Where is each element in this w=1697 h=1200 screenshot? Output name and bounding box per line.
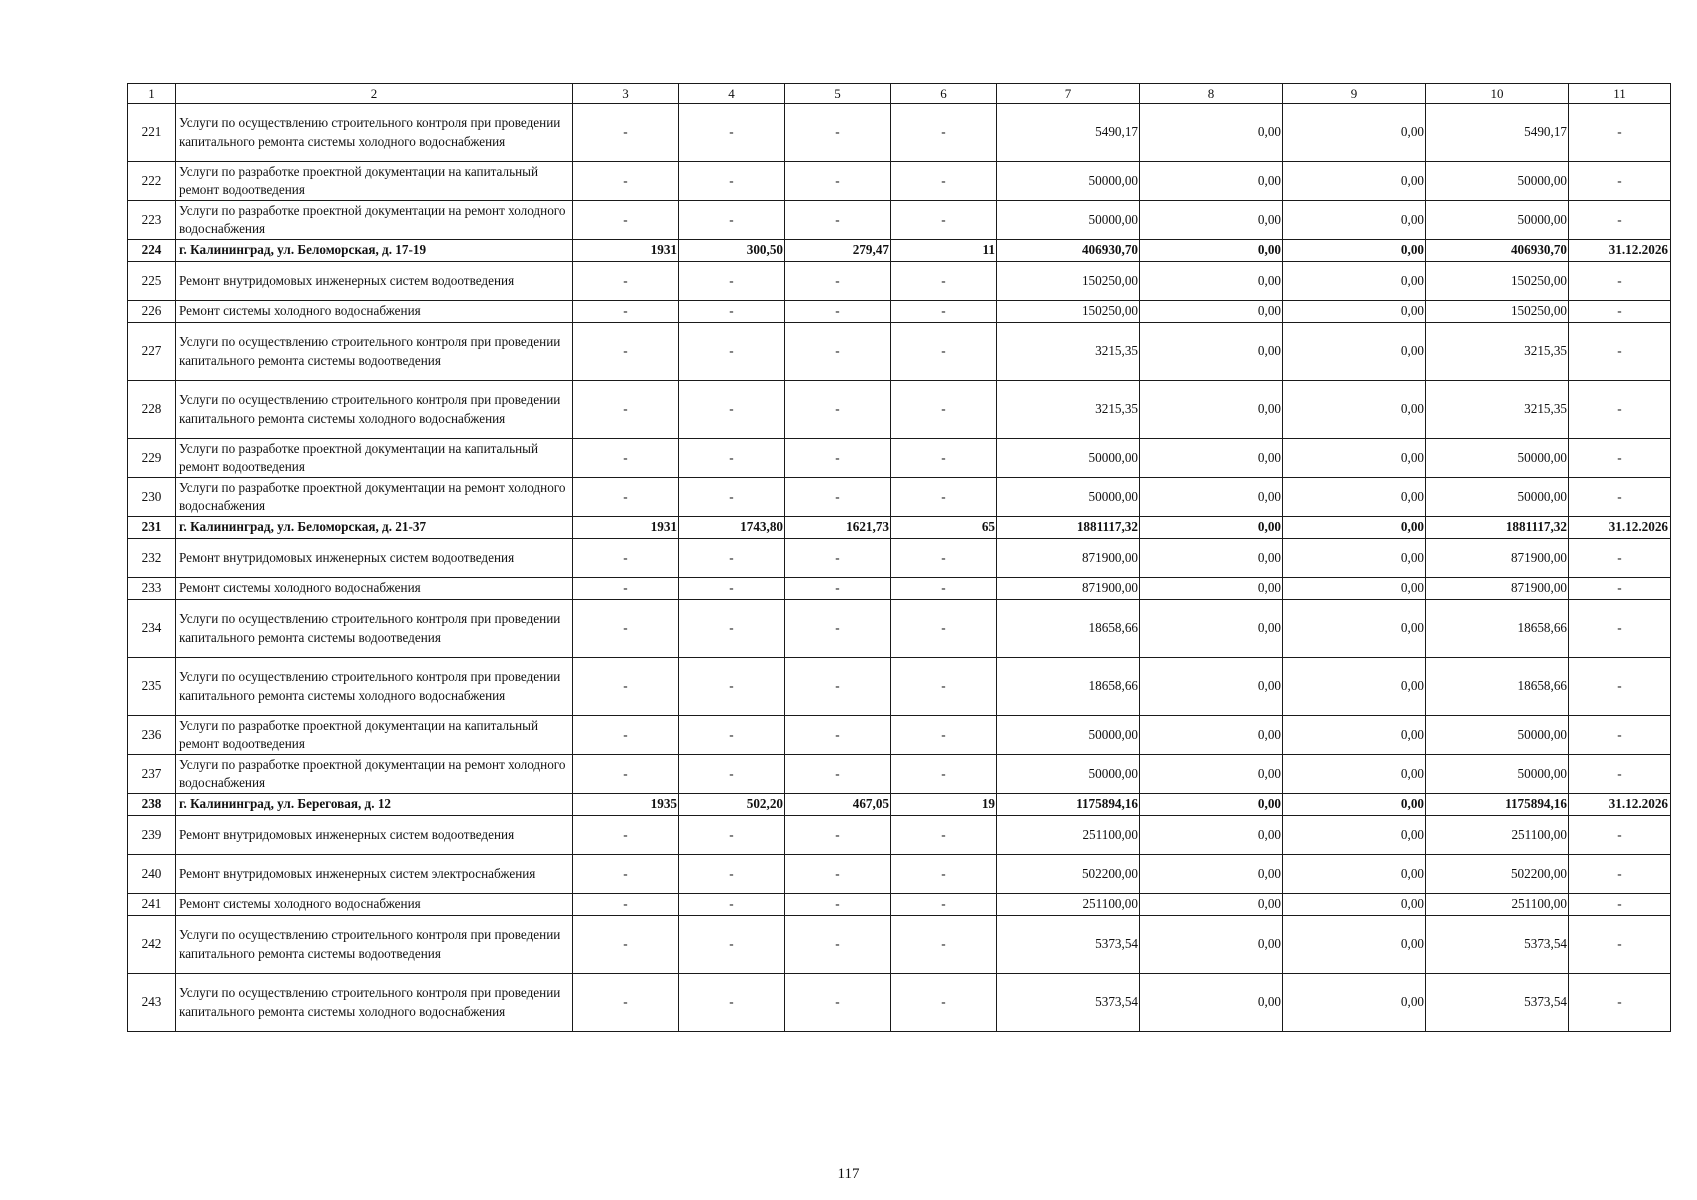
deadline-cell: -: [1569, 162, 1671, 201]
row-number-cell: 224: [128, 240, 176, 262]
owner-funds-cell: 406930,70: [1426, 240, 1569, 262]
deadline-cell: 31.12.2026: [1569, 240, 1671, 262]
federal-funds-cell: 0,00: [1140, 439, 1283, 478]
federal-funds-cell: 0,00: [1140, 301, 1283, 323]
federal-funds-cell: 0,00: [1140, 323, 1283, 381]
federal-funds-cell: 0,00: [1140, 240, 1283, 262]
year-cell: -: [573, 894, 679, 916]
total-cost-cell: 50000,00: [997, 201, 1140, 240]
living-area-cell: -: [785, 104, 891, 162]
total-area-cell: -: [679, 578, 785, 600]
total-cost-cell: 18658,66: [997, 658, 1140, 716]
residents-cell: -: [891, 816, 997, 855]
regional-funds-cell: 0,00: [1283, 539, 1426, 578]
owner-funds-cell: 5373,54: [1426, 974, 1569, 1032]
total-cost-cell: 5490,17: [997, 104, 1140, 162]
table-body: [128, 84, 1671, 1032]
regional-funds-cell: 0,00: [1283, 755, 1426, 794]
owner-funds-cell: 50000,00: [1426, 755, 1569, 794]
table-row: [128, 478, 1671, 517]
row-number-cell: 240: [128, 855, 176, 894]
deadline-cell: -: [1569, 816, 1671, 855]
federal-funds-cell: 0,00: [1140, 755, 1283, 794]
table-row: [128, 816, 1671, 855]
living-area-cell: -: [785, 600, 891, 658]
row-number-cell: 231: [128, 517, 176, 539]
header-cell: 8: [1140, 84, 1283, 104]
description-cell: Услуги по осуществлению строительного контроля при проведении капитального ремонта системы водоотведения: [176, 600, 573, 658]
year-cell: 1931: [573, 240, 679, 262]
living-area-cell: -: [785, 974, 891, 1032]
residents-cell: 19: [891, 794, 997, 816]
regional-funds-cell: 0,00: [1283, 578, 1426, 600]
residents-cell: 11: [891, 240, 997, 262]
total-area-cell: -: [679, 104, 785, 162]
federal-funds-cell: 0,00: [1140, 600, 1283, 658]
total-cost-cell: 18658,66: [997, 600, 1140, 658]
total-area-cell: -: [679, 600, 785, 658]
deadline-cell: -: [1569, 916, 1671, 974]
residents-cell: -: [891, 539, 997, 578]
description-cell: Услуги по разработке проектной документации на капитальный ремонт водоотведения: [176, 162, 573, 201]
owner-funds-cell: 50000,00: [1426, 478, 1569, 517]
regional-funds-cell: 0,00: [1283, 301, 1426, 323]
residents-cell: -: [891, 855, 997, 894]
living-area-cell: -: [785, 578, 891, 600]
description-cell: Услуги по осуществлению строительного контроля при проведении капитального ремонта системы водоотведения: [176, 916, 573, 974]
total-cost-cell: 150250,00: [997, 262, 1140, 301]
row-number-cell: 229: [128, 439, 176, 478]
deadline-cell: -: [1569, 262, 1671, 301]
deadline-cell: -: [1569, 439, 1671, 478]
year-cell: 1935: [573, 794, 679, 816]
header-cell: 1: [128, 84, 176, 104]
residents-cell: -: [891, 916, 997, 974]
residents-cell: -: [891, 162, 997, 201]
residents-cell: -: [891, 478, 997, 517]
deadline-cell: -: [1569, 578, 1671, 600]
year-cell: -: [573, 974, 679, 1032]
row-number-cell: 233: [128, 578, 176, 600]
residents-cell: -: [891, 974, 997, 1032]
description-cell: Услуги по разработке проектной документации на ремонт холодного водоснабжения: [176, 201, 573, 240]
living-area-cell: -: [785, 162, 891, 201]
total-area-cell: -: [679, 262, 785, 301]
federal-funds-cell: 0,00: [1140, 816, 1283, 855]
regional-funds-cell: 0,00: [1283, 201, 1426, 240]
total-area-cell: -: [679, 816, 785, 855]
living-area-cell: -: [785, 855, 891, 894]
table-row: [128, 658, 1671, 716]
total-cost-cell: 251100,00: [997, 894, 1140, 916]
federal-funds-cell: 0,00: [1140, 794, 1283, 816]
year-cell: -: [573, 578, 679, 600]
row-number-cell: 232: [128, 539, 176, 578]
federal-funds-cell: 0,00: [1140, 716, 1283, 755]
total-cost-cell: 502200,00: [997, 855, 1140, 894]
owner-funds-cell: 5373,54: [1426, 916, 1569, 974]
regional-funds-cell: 0,00: [1283, 794, 1426, 816]
description-cell: г. Калининград, ул. Беломорская, д. 21-37: [176, 517, 573, 539]
description-cell: Услуги по осуществлению строительного контроля при проведении капитального ремонта системы холодного водоснабжения: [176, 658, 573, 716]
regional-funds-cell: 0,00: [1283, 162, 1426, 201]
regional-funds-cell: 0,00: [1283, 439, 1426, 478]
header-cell: 5: [785, 84, 891, 104]
residents-cell: -: [891, 755, 997, 794]
deadline-cell: -: [1569, 600, 1671, 658]
repair-plan-table: [127, 83, 1671, 1032]
living-area-cell: -: [785, 755, 891, 794]
year-cell: -: [573, 855, 679, 894]
address-row: [128, 517, 1671, 539]
year-cell: -: [573, 381, 679, 439]
total-area-cell: -: [679, 716, 785, 755]
header-cell: 10: [1426, 84, 1569, 104]
residents-cell: -: [891, 201, 997, 240]
description-cell: г. Калининград, ул. Беломорская, д. 17-19: [176, 240, 573, 262]
row-number-cell: 225: [128, 262, 176, 301]
owner-funds-cell: 150250,00: [1426, 301, 1569, 323]
regional-funds-cell: 0,00: [1283, 916, 1426, 974]
regional-funds-cell: 0,00: [1283, 658, 1426, 716]
description-cell: Ремонт внутридомовых инженерных систем водоотведения: [176, 262, 573, 301]
living-area-cell: -: [785, 381, 891, 439]
row-number-cell: 226: [128, 301, 176, 323]
total-area-cell: -: [679, 855, 785, 894]
total-cost-cell: 5373,54: [997, 974, 1140, 1032]
row-number-cell: 223: [128, 201, 176, 240]
total-cost-cell: 3215,35: [997, 323, 1140, 381]
total-cost-cell: 50000,00: [997, 162, 1140, 201]
description-cell: Услуги по осуществлению строительного контроля при проведении капитального ремонта системы холодного водоснабжения: [176, 974, 573, 1032]
total-area-cell: -: [679, 301, 785, 323]
document-sheet: [127, 83, 1667, 1032]
living-area-cell: -: [785, 716, 891, 755]
description-cell: г. Калининград, ул. Береговая, д. 12: [176, 794, 573, 816]
total-cost-cell: 871900,00: [997, 539, 1140, 578]
total-area-cell: -: [679, 755, 785, 794]
owner-funds-cell: 50000,00: [1426, 716, 1569, 755]
row-number-cell: 235: [128, 658, 176, 716]
table-row: [128, 439, 1671, 478]
deadline-cell: -: [1569, 381, 1671, 439]
header-cell: 9: [1283, 84, 1426, 104]
table-row: [128, 162, 1671, 201]
total-cost-cell: 1881117,32: [997, 517, 1140, 539]
total-area-cell: -: [679, 201, 785, 240]
owner-funds-cell: 3215,35: [1426, 381, 1569, 439]
table-row: [128, 600, 1671, 658]
row-number-cell: 234: [128, 600, 176, 658]
total-area-cell: -: [679, 162, 785, 201]
address-row: [128, 794, 1671, 816]
page-number: 117: [837, 1166, 860, 1182]
year-cell: -: [573, 262, 679, 301]
federal-funds-cell: 0,00: [1140, 658, 1283, 716]
year-cell: -: [573, 716, 679, 755]
regional-funds-cell: 0,00: [1283, 855, 1426, 894]
deadline-cell: 31.12.2026: [1569, 517, 1671, 539]
owner-funds-cell: 50000,00: [1426, 201, 1569, 240]
owner-funds-cell: 1881117,32: [1426, 517, 1569, 539]
table-row: [128, 539, 1671, 578]
regional-funds-cell: 0,00: [1283, 478, 1426, 517]
year-cell: -: [573, 658, 679, 716]
owner-funds-cell: 3215,35: [1426, 323, 1569, 381]
row-number-cell: 242: [128, 916, 176, 974]
year-cell: -: [573, 600, 679, 658]
total-cost-cell: 871900,00: [997, 578, 1140, 600]
residents-cell: -: [891, 301, 997, 323]
regional-funds-cell: 0,00: [1283, 974, 1426, 1032]
total-area-cell: -: [679, 658, 785, 716]
federal-funds-cell: 0,00: [1140, 578, 1283, 600]
deadline-cell: -: [1569, 323, 1671, 381]
owner-funds-cell: 1175894,16: [1426, 794, 1569, 816]
row-number-cell: 237: [128, 755, 176, 794]
table-row: [128, 916, 1671, 974]
total-area-cell: -: [679, 894, 785, 916]
total-cost-cell: 50000,00: [997, 478, 1140, 517]
federal-funds-cell: 0,00: [1140, 162, 1283, 201]
description-cell: Ремонт внутридомовых инженерных систем электроснабжения: [176, 855, 573, 894]
deadline-cell: -: [1569, 104, 1671, 162]
table-row: [128, 381, 1671, 439]
regional-funds-cell: 0,00: [1283, 381, 1426, 439]
description-cell: Ремонт внутридомовых инженерных систем водоотведения: [176, 816, 573, 855]
deadline-cell: -: [1569, 201, 1671, 240]
living-area-cell: 1621,73: [785, 517, 891, 539]
federal-funds-cell: 0,00: [1140, 478, 1283, 517]
table-row: [128, 201, 1671, 240]
owner-funds-cell: 50000,00: [1426, 162, 1569, 201]
living-area-cell: -: [785, 539, 891, 578]
owner-funds-cell: 502200,00: [1426, 855, 1569, 894]
total-cost-cell: 150250,00: [997, 301, 1140, 323]
residents-cell: -: [891, 381, 997, 439]
total-area-cell: -: [679, 323, 785, 381]
row-number-cell: 236: [128, 716, 176, 755]
table-row: [128, 974, 1671, 1032]
description-cell: Услуги по осуществлению строительного контроля при проведении капитального ремонта системы холодного водоснабжения: [176, 104, 573, 162]
deadline-cell: -: [1569, 478, 1671, 517]
regional-funds-cell: 0,00: [1283, 104, 1426, 162]
description-cell: Ремонт внутридомовых инженерных систем водоотведения: [176, 539, 573, 578]
owner-funds-cell: 251100,00: [1426, 816, 1569, 855]
description-cell: Услуги по разработке проектной документации на ремонт холодного водоснабжения: [176, 478, 573, 517]
header-cell: 3: [573, 84, 679, 104]
living-area-cell: -: [785, 894, 891, 916]
total-area-cell: 502,20: [679, 794, 785, 816]
description-cell: Услуги по разработке проектной документации на ремонт холодного водоснабжения: [176, 755, 573, 794]
owner-funds-cell: 50000,00: [1426, 439, 1569, 478]
total-area-cell: -: [679, 916, 785, 974]
description-cell: Ремонт системы холодного водоснабжения: [176, 578, 573, 600]
description-cell: Услуги по осуществлению строительного контроля при проведении капитального ремонта системы водоотведения: [176, 323, 573, 381]
description-cell: Услуги по разработке проектной документации на капитальный ремонт водоотведения: [176, 716, 573, 755]
deadline-cell: -: [1569, 974, 1671, 1032]
regional-funds-cell: 0,00: [1283, 716, 1426, 755]
table-row: [128, 301, 1671, 323]
federal-funds-cell: 0,00: [1140, 201, 1283, 240]
year-cell: -: [573, 323, 679, 381]
total-area-cell: -: [679, 381, 785, 439]
row-number-cell: 222: [128, 162, 176, 201]
residents-cell: -: [891, 104, 997, 162]
owner-funds-cell: 251100,00: [1426, 894, 1569, 916]
total-cost-cell: 50000,00: [997, 755, 1140, 794]
living-area-cell: -: [785, 262, 891, 301]
total-cost-cell: 3215,35: [997, 381, 1140, 439]
residents-cell: -: [891, 262, 997, 301]
residents-cell: -: [891, 658, 997, 716]
row-number-cell: 241: [128, 894, 176, 916]
row-number-cell: 228: [128, 381, 176, 439]
federal-funds-cell: 0,00: [1140, 517, 1283, 539]
owner-funds-cell: 5490,17: [1426, 104, 1569, 162]
regional-funds-cell: 0,00: [1283, 262, 1426, 301]
description-cell: Ремонт системы холодного водоснабжения: [176, 301, 573, 323]
row-number-cell: 227: [128, 323, 176, 381]
regional-funds-cell: 0,00: [1283, 894, 1426, 916]
total-area-cell: -: [679, 974, 785, 1032]
federal-funds-cell: 0,00: [1140, 381, 1283, 439]
living-area-cell: -: [785, 916, 891, 974]
owner-funds-cell: 871900,00: [1426, 539, 1569, 578]
deadline-cell: -: [1569, 855, 1671, 894]
deadline-cell: -: [1569, 539, 1671, 578]
table-row: [128, 323, 1671, 381]
federal-funds-cell: 0,00: [1140, 916, 1283, 974]
year-cell: -: [573, 201, 679, 240]
living-area-cell: -: [785, 301, 891, 323]
header-cell: 2: [176, 84, 573, 104]
header-cell: 11: [1569, 84, 1671, 104]
row-number-cell: 239: [128, 816, 176, 855]
row-number-cell: 230: [128, 478, 176, 517]
federal-funds-cell: 0,00: [1140, 104, 1283, 162]
owner-funds-cell: 871900,00: [1426, 578, 1569, 600]
owner-funds-cell: 150250,00: [1426, 262, 1569, 301]
row-number-cell: 221: [128, 104, 176, 162]
regional-funds-cell: 0,00: [1283, 323, 1426, 381]
year-cell: -: [573, 478, 679, 517]
table-row: [128, 716, 1671, 755]
residents-cell: -: [891, 894, 997, 916]
table-row: [128, 855, 1671, 894]
federal-funds-cell: 0,00: [1140, 974, 1283, 1032]
deadline-cell: -: [1569, 894, 1671, 916]
table-row: [128, 262, 1671, 301]
description-cell: Услуги по разработке проектной документации на капитальный ремонт водоотведения: [176, 439, 573, 478]
year-cell: -: [573, 104, 679, 162]
living-area-cell: -: [785, 816, 891, 855]
federal-funds-cell: 0,00: [1140, 262, 1283, 301]
total-area-cell: -: [679, 439, 785, 478]
living-area-cell: 279,47: [785, 240, 891, 262]
total-cost-cell: 1175894,16: [997, 794, 1140, 816]
year-cell: 1931: [573, 517, 679, 539]
living-area-cell: -: [785, 201, 891, 240]
living-area-cell: -: [785, 658, 891, 716]
total-cost-cell: 251100,00: [997, 816, 1140, 855]
year-cell: -: [573, 916, 679, 974]
deadline-cell: -: [1569, 755, 1671, 794]
owner-funds-cell: 18658,66: [1426, 600, 1569, 658]
total-cost-cell: 5373,54: [997, 916, 1140, 974]
total-cost-cell: 50000,00: [997, 716, 1140, 755]
total-area-cell: 300,50: [679, 240, 785, 262]
total-area-cell: -: [679, 478, 785, 517]
owner-funds-cell: 18658,66: [1426, 658, 1569, 716]
residents-cell: 65: [891, 517, 997, 539]
deadline-cell: -: [1569, 301, 1671, 323]
regional-funds-cell: 0,00: [1283, 600, 1426, 658]
table-row: [128, 578, 1671, 600]
residents-cell: -: [891, 716, 997, 755]
total-cost-cell: 50000,00: [997, 439, 1140, 478]
row-number-cell: 243: [128, 974, 176, 1032]
regional-funds-cell: 0,00: [1283, 816, 1426, 855]
deadline-cell: 31.12.2026: [1569, 794, 1671, 816]
address-row: [128, 240, 1671, 262]
regional-funds-cell: 0,00: [1283, 517, 1426, 539]
federal-funds-cell: 0,00: [1140, 539, 1283, 578]
total-cost-cell: 406930,70: [997, 240, 1140, 262]
header-cell: 4: [679, 84, 785, 104]
total-area-cell: -: [679, 539, 785, 578]
year-cell: -: [573, 539, 679, 578]
living-area-cell: -: [785, 478, 891, 517]
year-cell: -: [573, 439, 679, 478]
federal-funds-cell: 0,00: [1140, 855, 1283, 894]
residents-cell: -: [891, 578, 997, 600]
column-number-header: [128, 84, 1671, 104]
regional-funds-cell: 0,00: [1283, 240, 1426, 262]
year-cell: -: [573, 162, 679, 201]
residents-cell: -: [891, 600, 997, 658]
living-area-cell: 467,05: [785, 794, 891, 816]
living-area-cell: -: [785, 323, 891, 381]
year-cell: -: [573, 301, 679, 323]
deadline-cell: -: [1569, 716, 1671, 755]
year-cell: -: [573, 816, 679, 855]
row-number-cell: 238: [128, 794, 176, 816]
header-cell: 7: [997, 84, 1140, 104]
description-cell: Услуги по осуществлению строительного контроля при проведении капитального ремонта системы холодного водоснабжения: [176, 381, 573, 439]
total-area-cell: 1743,80: [679, 517, 785, 539]
description-cell: Ремонт системы холодного водоснабжения: [176, 894, 573, 916]
residents-cell: -: [891, 323, 997, 381]
deadline-cell: -: [1569, 658, 1671, 716]
living-area-cell: -: [785, 439, 891, 478]
table-row: [128, 104, 1671, 162]
table-row: [128, 755, 1671, 794]
residents-cell: -: [891, 439, 997, 478]
year-cell: -: [573, 755, 679, 794]
header-cell: 6: [891, 84, 997, 104]
federal-funds-cell: 0,00: [1140, 894, 1283, 916]
table-row: [128, 894, 1671, 916]
